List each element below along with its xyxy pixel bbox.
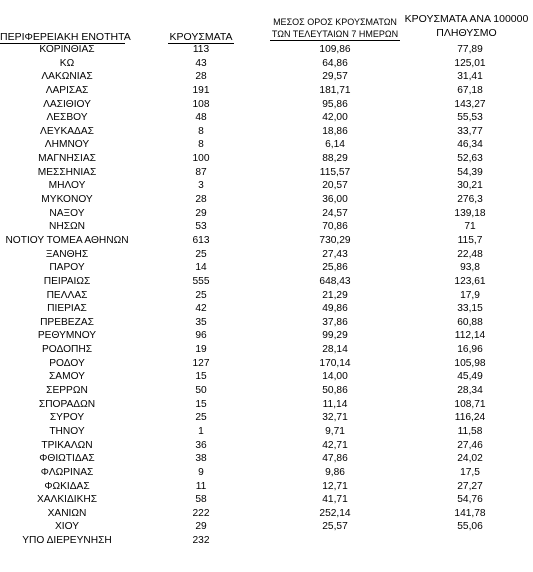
cell-per100k: 24,02 — [457, 453, 483, 465]
cell-avg7: 42,00 — [322, 112, 348, 124]
cell-cases: 29 — [195, 207, 207, 219]
cell-region: ΡΟΔΟΥ — [49, 357, 85, 369]
table-row — [0, 43, 533, 57]
cell-avg7: 70,86 — [322, 221, 348, 233]
table-row — [0, 289, 533, 303]
cell-region: ΛΕΣΒΟΥ — [46, 112, 88, 124]
table-row — [0, 316, 533, 330]
cell-avg7: 25,86 — [322, 262, 348, 274]
table-row — [0, 343, 533, 357]
cell-per100k: 28,34 — [457, 385, 483, 397]
cell-per100k: 27,46 — [457, 439, 483, 451]
cell-per100k: 116,24 — [454, 412, 486, 424]
table-row — [0, 534, 533, 548]
cell-cases: 15 — [195, 398, 207, 410]
cell-region: ΝΗΣΩΝ — [49, 221, 85, 233]
cell-per100k: 55,06 — [457, 521, 483, 533]
cell-cases: 108 — [192, 98, 210, 110]
cell-avg7: 49,86 — [322, 303, 348, 315]
cell-avg7: 95,86 — [322, 98, 348, 110]
cell-cases: 53 — [195, 221, 207, 233]
cell-avg7: 42,71 — [322, 439, 348, 451]
cell-region: ΠΕΛΛΑΣ — [46, 289, 88, 301]
cell-per100k: 46,34 — [457, 139, 483, 151]
cell-cases: 1 — [198, 425, 204, 437]
cell-per100k: 54,39 — [457, 166, 483, 178]
cell-cases: 3 — [198, 180, 204, 192]
cell-region: ΛΑΣΙΘΙΟΥ — [43, 98, 91, 110]
table-row — [0, 384, 533, 398]
table-row — [0, 193, 533, 207]
table-row — [0, 220, 533, 234]
table-row — [0, 275, 533, 289]
cell-region: ΜΕΣΣΗΝΙΑΣ — [37, 166, 97, 178]
cell-region: ΦΘΙΩΤΙΔΑΣ — [39, 453, 95, 465]
cell-cases: 555 — [192, 275, 210, 287]
cell-cases: 14 — [195, 262, 207, 274]
table-row — [0, 329, 533, 343]
cell-cases: 38 — [195, 453, 207, 465]
cell-avg7: 36,00 — [322, 194, 348, 206]
cell-per100k: 17,5 — [460, 466, 480, 478]
cell-region: ΧΙΟΥ — [54, 521, 80, 533]
cell-region: ΝΑΞΟΥ — [49, 207, 85, 219]
cell-per100k: 31,41 — [457, 71, 483, 83]
cell-per100k: 54,76 — [457, 494, 483, 506]
cell-per100k: 276,3 — [457, 194, 483, 206]
table-row — [0, 261, 533, 275]
cell-region: ΦΩΚΙΔΑΣ — [44, 480, 90, 492]
table-row — [0, 98, 533, 112]
cell-avg7: 12,71 — [322, 480, 348, 492]
table-row — [0, 411, 533, 425]
table-row — [0, 507, 533, 521]
cell-per100k: 33,15 — [457, 303, 483, 315]
cell-per100k: 93,8 — [460, 262, 480, 274]
cell-cases: 8 — [198, 139, 204, 151]
table-body — [0, 43, 533, 548]
cell-cases: 36 — [195, 439, 207, 451]
cell-per100k: 11,58 — [457, 425, 483, 437]
cell-cases: 100 — [192, 153, 210, 165]
table-row — [0, 357, 533, 371]
table-row — [0, 70, 533, 84]
table-row — [0, 439, 533, 453]
cell-region: ΣΑΜΟΥ — [49, 371, 85, 383]
cell-cases: 42 — [195, 303, 207, 315]
cell-region: ΛΑΚΩΝΙΑΣ — [41, 71, 93, 83]
table-row — [0, 398, 533, 412]
cell-region: ΠΑΡΟΥ — [49, 262, 85, 274]
cell-cases: 222 — [192, 507, 210, 519]
cell-per100k: 52,63 — [457, 153, 483, 165]
cell-avg7: 9,71 — [325, 425, 345, 437]
cell-avg7: 29,57 — [322, 71, 348, 83]
cell-cases: 35 — [195, 316, 207, 328]
cell-region: ΦΛΩΡΙΝΑΣ — [40, 466, 94, 478]
cell-region: ΤΡΙΚΑΛΩΝ — [41, 439, 93, 451]
table-row — [0, 520, 533, 534]
cell-per100k: 105,98 — [454, 357, 486, 369]
cell-avg7: 9,86 — [325, 466, 345, 478]
cell-avg7: 20,57 — [322, 180, 348, 192]
table-row — [0, 152, 533, 166]
cell-region: ΡΕΘΥΜΝΟΥ — [37, 330, 97, 342]
cell-cases: 113 — [192, 44, 210, 55]
cell-cases: 8 — [198, 125, 204, 137]
header-region: ΠΕΡΙΦΕΡΕΙΑΚΗ ΕΝΟΤΗΤΑ — [0, 31, 131, 43]
cell-region: ΣΥΡΟΥ — [49, 412, 85, 424]
cell-avg7: 24,57 — [322, 207, 348, 219]
cell-cases: 58 — [195, 494, 207, 506]
cell-avg7: 115,57 — [319, 166, 351, 178]
cell-region: ΛΗΜΝΟΥ — [44, 139, 90, 151]
cell-region: ΛΕΥΚΑΔΑΣ — [40, 125, 94, 137]
cell-cases: 19 — [195, 344, 207, 356]
cell-region: ΝΟΤΙΟΥ ΤΟΜΕΑ ΑΘΗΝΩΝ — [5, 234, 129, 246]
cell-per100k: 71 — [464, 221, 476, 233]
cell-region: ΜΥΚΟΝΟΥ — [41, 194, 93, 206]
cell-region: ΚΟΡΙΝΘΙΑΣ — [39, 44, 95, 55]
cell-cases: 96 — [195, 330, 207, 342]
table-row — [0, 111, 533, 125]
table-row — [0, 166, 533, 180]
cell-region: ΥΠΟ ΔΙΕΡΕΥΝΗΣΗ — [22, 535, 112, 547]
cell-avg7: 109,86 — [319, 44, 351, 55]
cell-per100k: 30,21 — [457, 180, 483, 192]
cell-cases: 43 — [195, 57, 207, 69]
cell-per100k: 16,96 — [457, 344, 483, 356]
cell-avg7: 41,71 — [322, 494, 348, 506]
cell-per100k: 33,77 — [457, 125, 483, 137]
table-row — [0, 466, 533, 480]
cell-cases: 87 — [195, 166, 207, 178]
cell-per100k: 60,88 — [457, 316, 483, 328]
cell-cases: 28 — [195, 194, 207, 206]
cell-per100k: 55,53 — [457, 112, 483, 124]
header-per100k-line2: ΠΛΗΘΥΣΜΟ — [436, 27, 497, 39]
cell-avg7: 21,29 — [322, 289, 348, 301]
cell-avg7: 28,14 — [322, 344, 348, 356]
cell-avg7: 50,86 — [322, 385, 348, 397]
cell-avg7: 6,14 — [325, 139, 345, 151]
table-row — [0, 207, 533, 221]
cell-cases: 50 — [195, 385, 207, 397]
table-row — [0, 370, 533, 384]
table-row — [0, 452, 533, 466]
cell-avg7: 37,86 — [322, 316, 348, 328]
cell-cases: 48 — [195, 112, 207, 124]
cell-region: ΛΑΡΙΣΑΣ — [45, 84, 89, 96]
cell-avg7: 27,43 — [322, 248, 348, 260]
cell-avg7: 11,14 — [322, 398, 348, 410]
cell-per100k: 143,27 — [454, 98, 486, 110]
cell-avg7: 181,71 — [319, 84, 351, 96]
header-per100k-line1: ΚΡΟΥΣΜΑΤΑ ΑΝΑ 100000 — [404, 13, 529, 25]
cell-per100k: 123,61 — [454, 275, 486, 287]
table-row — [0, 248, 533, 262]
cell-per100k: 22,48 — [457, 248, 483, 260]
cell-avg7: 252,14 — [319, 507, 351, 519]
cell-region: ΠΕΙΡΑΙΩΣ — [43, 275, 91, 287]
cell-per100k: 139,18 — [454, 207, 486, 219]
cell-per100k: 77,89 — [457, 44, 483, 55]
cell-cases: 127 — [192, 357, 210, 369]
table-row — [0, 57, 533, 71]
cell-cases: 29 — [195, 521, 207, 533]
table-row — [0, 179, 533, 193]
cell-region: ΠΙΕΡΙΑΣ — [47, 303, 87, 315]
header-per100k — [400, 12, 533, 40]
cell-region: ΞΑΝΘΗΣ — [45, 248, 89, 260]
header-avg7-line1: ΜΕΣΟΣ ΟΡΟΣ ΚΡΟΥΣΜΑΤΩΝ — [273, 17, 397, 27]
cell-per100k: 115,7 — [457, 234, 483, 246]
cell-cases: 28 — [195, 71, 207, 83]
cell-per100k: 108,71 — [454, 398, 486, 410]
cell-region: ΠΡΕΒΕΖΑΣ — [40, 316, 94, 328]
cell-avg7: 25,57 — [322, 521, 348, 533]
cell-per100k: 112,14 — [454, 330, 486, 342]
cell-avg7: 18,86 — [322, 125, 348, 137]
table-row — [0, 480, 533, 494]
cell-per100k: 67,18 — [457, 84, 483, 96]
cell-region: ΤΗΝΟΥ — [49, 425, 85, 437]
cell-avg7: 47,86 — [322, 453, 348, 465]
cell-cases: 11 — [195, 480, 207, 492]
cell-per100k: 141,78 — [454, 507, 486, 519]
cell-cases: 191 — [192, 84, 210, 96]
cell-cases: 25 — [195, 412, 207, 424]
cell-avg7: 99,29 — [322, 330, 348, 342]
cell-avg7: 170,14 — [319, 357, 351, 369]
cell-avg7: 64,86 — [322, 57, 348, 69]
table-row — [0, 234, 533, 248]
cell-avg7: 648,43 — [319, 275, 351, 287]
cell-region: ΚΩ — [59, 57, 75, 69]
cell-avg7: 32,71 — [322, 412, 348, 424]
cell-avg7: 88,29 — [322, 153, 348, 165]
table-row — [0, 84, 533, 98]
cell-cases: 9 — [198, 466, 204, 478]
cell-region: ΧΑΝΙΩΝ — [47, 507, 87, 519]
header-avg7-line2: ΤΩΝ ΤΕΛΕΥΤΑΙΩΝ 7 ΗΜΕΡΩΝ — [271, 29, 399, 39]
cell-per100k: 125,01 — [454, 57, 486, 69]
table-row — [0, 302, 533, 316]
cell-avg7: 730,29 — [319, 234, 351, 246]
cell-region: ΧΑΛΚΙΔΙΚΗΣ — [36, 494, 98, 506]
cell-per100k: 27,27 — [457, 480, 483, 492]
cell-cases: 15 — [195, 371, 207, 383]
header-avg7 — [270, 16, 400, 41]
header-cases: ΚΡΟΥΣΜΑΤΑ — [169, 31, 233, 43]
cell-cases: 25 — [195, 248, 207, 260]
cell-avg7: 14,00 — [322, 371, 348, 383]
cell-cases: 613 — [192, 234, 210, 246]
cell-per100k: 45,49 — [457, 371, 483, 383]
table-row — [0, 138, 533, 152]
cell-region: ΜΑΓΝΗΣΙΑΣ — [38, 153, 96, 165]
cell-region: ΜΗΛΟΥ — [48, 180, 86, 192]
cell-region: ΣΠΟΡΑΔΩΝ — [38, 398, 96, 410]
cell-cases: 232 — [192, 535, 210, 547]
cell-cases: 25 — [195, 289, 207, 301]
table-row — [0, 125, 533, 139]
table-row — [0, 425, 533, 439]
table-row — [0, 493, 533, 507]
cell-region: ΡΟΔΟΠΗΣ — [41, 344, 93, 356]
cell-region: ΣΕΡΡΩΝ — [46, 385, 88, 397]
cell-per100k: 17,9 — [460, 289, 480, 301]
